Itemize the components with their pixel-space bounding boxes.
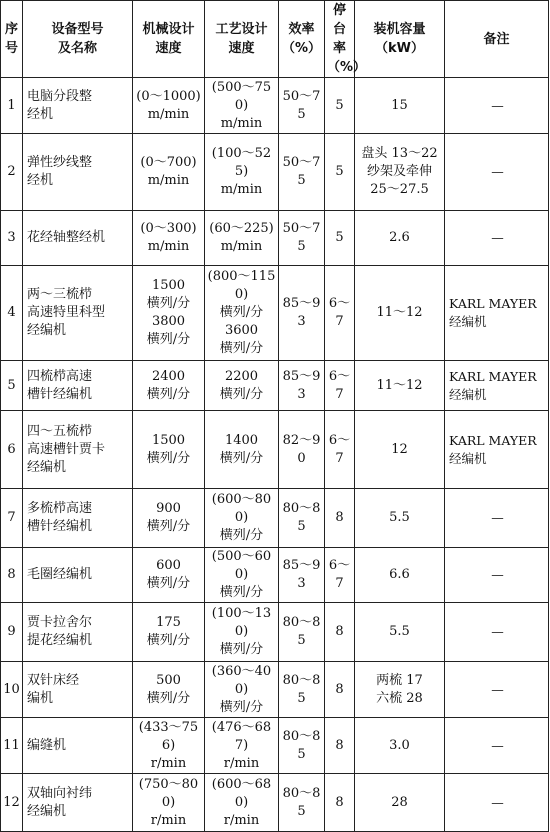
table-row xyxy=(1,718,549,774)
installed-power: 5.5 xyxy=(389,624,410,639)
note-cell xyxy=(445,662,549,718)
table-row xyxy=(1,211,549,266)
equipment-name-cell xyxy=(23,78,133,134)
table-row xyxy=(1,548,549,603)
row-number: 9 xyxy=(7,624,16,639)
mech-speed-cell xyxy=(133,489,205,548)
mech-speed: (433～756) r/min xyxy=(138,719,199,771)
efficiency: 50～75 xyxy=(282,155,321,188)
equipment-name-cell xyxy=(23,548,133,603)
stop-rate-cell xyxy=(325,774,355,832)
installed-power: 6.6 xyxy=(389,567,410,582)
note-cell xyxy=(445,489,549,548)
row-number: 10 xyxy=(3,681,20,697)
row-number: 2 xyxy=(7,164,16,179)
stop-rate-cell xyxy=(325,134,355,211)
mech-speed-cell xyxy=(133,411,205,489)
row-number-cell xyxy=(1,266,23,361)
proc-speed-cell xyxy=(205,78,279,134)
row-number: 3 xyxy=(7,230,16,245)
stop-rate-cell xyxy=(325,548,355,603)
proc-speed: (500～750) m/min xyxy=(211,79,272,131)
mech-speed: 900 横列/分 xyxy=(146,501,191,534)
note: — xyxy=(491,97,504,113)
mech-speed: 1500 横列/分 3800 横列/分 xyxy=(146,278,191,347)
installed-power-cell xyxy=(355,266,445,361)
proc-speed-cell xyxy=(205,489,279,548)
stop-rate-cell xyxy=(325,603,355,662)
stop-rate: 5 xyxy=(335,164,344,179)
stop-rate-cell xyxy=(325,411,355,489)
proc-speed: (100～525) m/min xyxy=(211,146,272,197)
stop-rate: 6～7 xyxy=(328,432,351,466)
proc-speed-cell xyxy=(205,774,279,832)
row-number-cell xyxy=(1,361,23,411)
proc-speed-cell xyxy=(205,361,279,411)
stop-rate: 8 xyxy=(335,681,344,697)
stop-rate-cell xyxy=(325,489,355,548)
note: — xyxy=(491,510,504,525)
row-number: 8 xyxy=(7,567,16,582)
installed-power-cell xyxy=(355,662,445,718)
installed-power-cell xyxy=(355,548,445,603)
efficiency-cell xyxy=(279,662,325,718)
mech-speed-cell xyxy=(133,548,205,603)
mech-speed-cell xyxy=(133,78,205,134)
equipment-name: 四梳栉高速 槽针经编机 xyxy=(27,368,93,402)
table-row xyxy=(1,266,549,361)
installed-power-cell xyxy=(355,489,445,548)
stop-rate: 8 xyxy=(335,624,344,639)
note: — xyxy=(491,737,504,753)
installed-power: 11～12 xyxy=(376,377,423,393)
row-number: 4 xyxy=(7,305,16,320)
mech-speed-cell xyxy=(133,211,205,266)
table-row xyxy=(1,134,549,211)
note-cell xyxy=(445,774,549,832)
efficiency-cell xyxy=(279,489,325,548)
note: — xyxy=(491,794,504,810)
stop-rate: 5 xyxy=(335,97,344,113)
stop-rate: 8 xyxy=(335,737,344,753)
note: — xyxy=(491,681,504,697)
proc-speed: 2200 横列/分 xyxy=(219,368,264,402)
proc-speed: (600～680) r/min xyxy=(211,776,272,828)
installed-power-cell xyxy=(355,774,445,832)
proc-speed: (360～400) 横列/分 xyxy=(211,663,272,715)
equipment-name-cell xyxy=(23,134,133,211)
installed-power: 15 xyxy=(391,97,408,113)
mech-speed: 500 横列/分 xyxy=(146,672,191,706)
row-number-cell xyxy=(1,411,23,489)
table-row xyxy=(1,774,549,832)
efficiency: 80～85 xyxy=(282,785,321,819)
proc-speed-cell xyxy=(205,662,279,718)
stop-rate-cell xyxy=(325,718,355,774)
equipment-name-cell xyxy=(23,603,133,662)
efficiency-cell xyxy=(279,134,325,211)
stop-rate: 8 xyxy=(335,794,344,810)
table-row xyxy=(1,361,549,411)
row-number: 6 xyxy=(7,441,16,457)
table-row xyxy=(1,603,549,662)
mech-speed: (0～1000) m/min xyxy=(136,88,201,122)
equipment-name-cell xyxy=(23,662,133,718)
note-cell xyxy=(445,78,549,134)
stop-rate-cell xyxy=(325,361,355,411)
note-cell xyxy=(445,266,549,361)
header-stop-rate: 停台 率 （%） xyxy=(325,1,355,78)
efficiency-cell xyxy=(279,718,325,774)
proc-speed-cell xyxy=(205,211,279,266)
note: KARL MAYER 经编机 xyxy=(449,432,537,466)
proc-speed-cell xyxy=(205,603,279,662)
proc-speed: (800～1150) 横列/分 3600 横列/分 xyxy=(207,269,276,356)
row-number-cell xyxy=(1,489,23,548)
equipment-name-cell xyxy=(23,718,133,774)
header-no: 序 号 xyxy=(1,1,23,78)
note: KARL MAYER 经编机 xyxy=(449,296,537,329)
equipment-name: 弹性纱线整 经机 xyxy=(27,155,93,188)
stop-rate: 6～7 xyxy=(328,558,351,591)
equipment-name: 毛圈经编机 xyxy=(27,567,93,582)
installed-power: 两梳 17 六梳 28 xyxy=(376,672,423,706)
table-row xyxy=(1,662,549,718)
efficiency-cell xyxy=(279,78,325,134)
row-number-cell xyxy=(1,718,23,774)
efficiency-cell xyxy=(279,266,325,361)
installed-power: 5.5 xyxy=(389,510,410,525)
efficiency-cell xyxy=(279,774,325,832)
note-cell xyxy=(445,211,549,266)
note: — xyxy=(491,230,504,245)
mech-speed-cell xyxy=(133,361,205,411)
efficiency: 80～85 xyxy=(282,615,321,648)
equipment-name-cell xyxy=(23,211,133,266)
stop-rate-cell xyxy=(325,78,355,134)
installed-power: 11～12 xyxy=(376,305,423,320)
stop-rate: 8 xyxy=(335,510,344,525)
header-row xyxy=(1,1,549,78)
row-number: 5 xyxy=(7,377,16,393)
mech-speed-cell xyxy=(133,774,205,832)
row-number-cell xyxy=(1,662,23,718)
efficiency-cell xyxy=(279,211,325,266)
installed-power-cell xyxy=(355,134,445,211)
equipment-name: 电脑分段整 经机 xyxy=(27,88,93,122)
header-power: 装机容量 （kW） xyxy=(355,1,445,78)
mech-speed: 2400 横列/分 xyxy=(146,368,191,402)
equipment-name-cell xyxy=(23,774,133,832)
equipment-name: 花经轴整经机 xyxy=(27,230,106,245)
equipment-name: 多梳栉高速 槽针经编机 xyxy=(27,501,93,534)
proc-speed: (500～600) 横列/分 xyxy=(211,549,272,600)
row-number-cell xyxy=(1,134,23,211)
proc-speed: 1400 横列/分 xyxy=(219,432,264,466)
installed-power-cell xyxy=(355,718,445,774)
note-cell xyxy=(445,718,549,774)
efficiency: 85～93 xyxy=(282,558,321,591)
efficiency-cell xyxy=(279,411,325,489)
note: — xyxy=(491,624,504,639)
row-number: 12 xyxy=(3,794,20,810)
equipment-name-cell xyxy=(23,361,133,411)
stop-rate: 6～7 xyxy=(328,296,351,329)
note-cell xyxy=(445,603,549,662)
note-cell xyxy=(445,411,549,489)
mech-speed: 1500 横列/分 xyxy=(146,432,191,466)
table-row xyxy=(1,411,549,489)
proc-speed: (600～800) 横列/分 xyxy=(211,492,272,543)
proc-speed-cell xyxy=(205,266,279,361)
equipment-name-cell xyxy=(23,489,133,548)
row-number-cell xyxy=(1,548,23,603)
efficiency: 80～85 xyxy=(282,501,321,534)
equipment-name-cell xyxy=(23,411,133,489)
mech-speed: (750～800) r/min xyxy=(138,776,199,828)
stop-rate-cell xyxy=(325,266,355,361)
stop-rate: 5 xyxy=(335,230,344,245)
efficiency: 85～93 xyxy=(282,368,321,402)
proc-speed-cell xyxy=(205,718,279,774)
equipment-name: 双轴向衬纬 经编机 xyxy=(27,785,93,819)
equipment-name: 两～三梳栉 高速特里科型 经编机 xyxy=(27,287,106,338)
note-cell xyxy=(445,134,549,211)
proc-speed-cell xyxy=(205,548,279,603)
proc-speed: (60～225) m/min xyxy=(209,221,274,254)
note: KARL MAYER 经编机 xyxy=(449,368,537,402)
mech-speed-cell xyxy=(133,134,205,211)
installed-power: 盘头 13～22 纱架及牵伸 25～27.5 xyxy=(361,146,438,197)
equipment-name-cell xyxy=(23,266,133,361)
efficiency-cell xyxy=(279,361,325,411)
efficiency: 80～85 xyxy=(282,672,321,706)
row-number: 11 xyxy=(3,737,20,753)
row-number: 7 xyxy=(7,510,16,525)
efficiency-cell xyxy=(279,603,325,662)
note-cell xyxy=(445,548,549,603)
equipment-name: 贾卡拉舍尔 提花经编机 xyxy=(27,615,93,648)
proc-speed-cell xyxy=(205,134,279,211)
efficiency: 50～75 xyxy=(282,221,321,254)
header-proc-speed: 工艺设计 速度 xyxy=(205,1,279,78)
header-efficiency: 效率 （%） xyxy=(279,1,325,78)
installed-power-cell xyxy=(355,78,445,134)
equipment-name: 编缝机 xyxy=(27,737,67,753)
efficiency-cell xyxy=(279,548,325,603)
mech-speed-cell xyxy=(133,662,205,718)
note: — xyxy=(491,164,504,179)
mech-speed-cell xyxy=(133,266,205,361)
mech-speed-cell xyxy=(133,603,205,662)
efficiency: 82～90 xyxy=(282,432,321,466)
stop-rate-cell xyxy=(325,211,355,266)
proc-speed: (100～130) 横列/分 xyxy=(211,606,272,657)
row-number: 1 xyxy=(7,97,16,113)
equipment-name: 双针床经 编机 xyxy=(27,672,80,706)
row-number-cell xyxy=(1,78,23,134)
row-number-cell xyxy=(1,774,23,832)
header-name: 设备型号 及名称 xyxy=(23,1,133,78)
installed-power-cell xyxy=(355,361,445,411)
mech-speed-cell xyxy=(133,718,205,774)
table-row xyxy=(1,78,549,134)
row-number-cell xyxy=(1,603,23,662)
mech-speed: 600 横列/分 xyxy=(146,558,191,591)
note: — xyxy=(491,567,504,582)
mech-speed: (0～700) m/min xyxy=(140,155,197,188)
equipment-name: 四～五梳栉 高速槽针贾卡 经编机 xyxy=(27,423,106,475)
table-row xyxy=(1,489,549,548)
proc-speed: (476～687) r/min xyxy=(211,719,272,771)
installed-power-cell xyxy=(355,211,445,266)
stop-rate: 6～7 xyxy=(328,368,351,402)
installed-power: 28 xyxy=(391,794,408,810)
installed-power-cell xyxy=(355,603,445,662)
mech-speed: 175 横列/分 xyxy=(146,615,191,648)
mech-speed: (0～300) m/min xyxy=(140,221,197,254)
note-cell xyxy=(445,361,549,411)
installed-power-cell xyxy=(355,411,445,489)
installed-power: 3.0 xyxy=(389,737,410,753)
installed-power: 12 xyxy=(391,441,408,457)
efficiency: 85～93 xyxy=(282,296,321,329)
row-number-cell xyxy=(1,211,23,266)
header-note: 备注 xyxy=(445,1,549,78)
stop-rate-cell xyxy=(325,662,355,718)
header-mech-speed: 机械设计 速度 xyxy=(133,1,205,78)
efficiency: 80～85 xyxy=(282,728,321,762)
efficiency: 50～75 xyxy=(282,88,321,122)
proc-speed-cell xyxy=(205,411,279,489)
installed-power: 2.6 xyxy=(389,230,410,245)
